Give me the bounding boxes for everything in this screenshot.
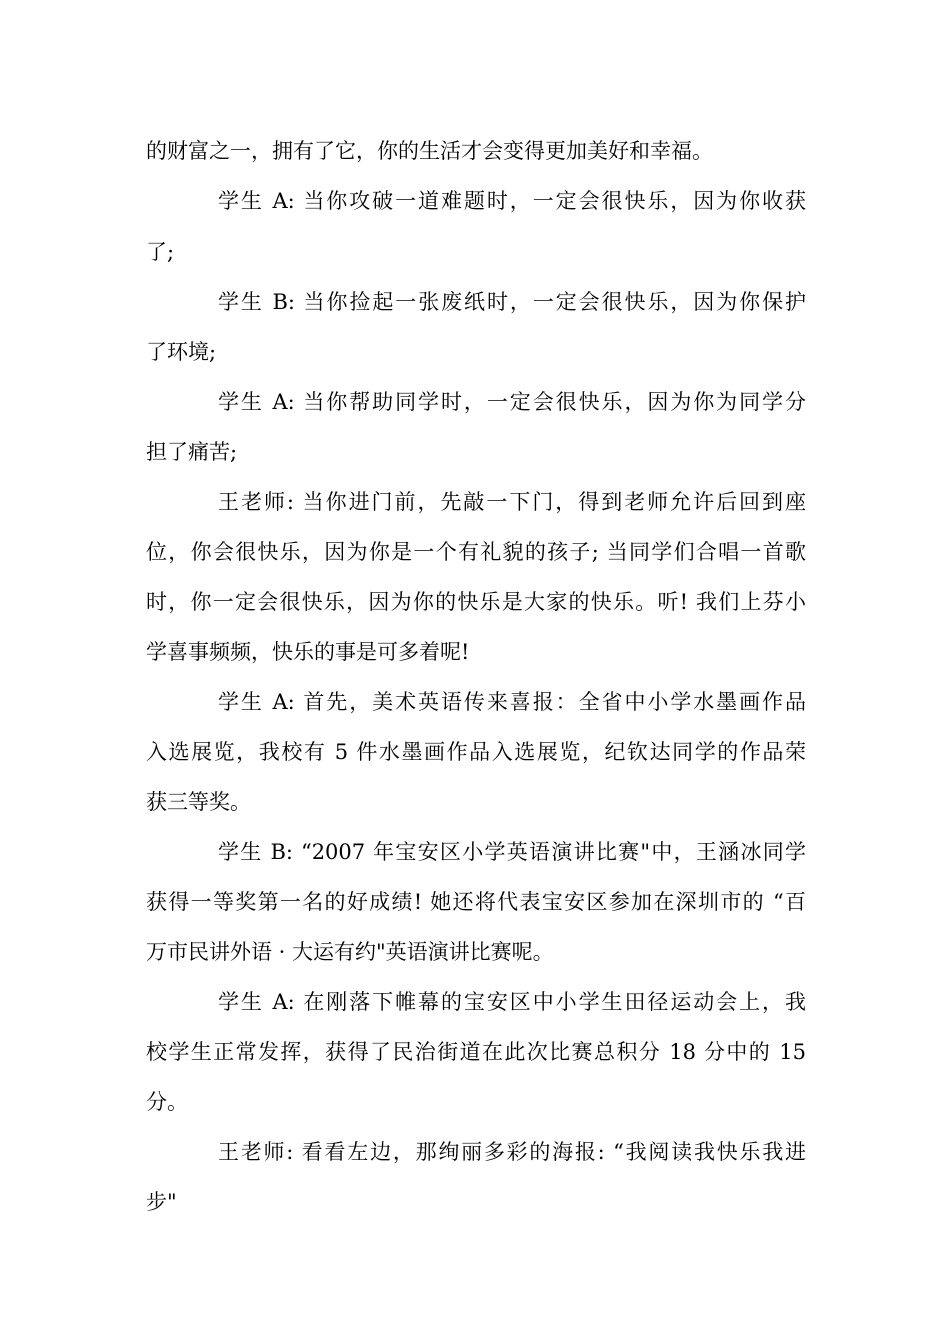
- text-line: 学生 A: 首先，美术英语传来喜报：全省中小学水墨画作品: [218, 690, 806, 714]
- text-line: 时，你一定会很快乐，因为你的快乐是大家的快乐。听! 我们上芬小: [146, 590, 806, 614]
- text-line: 万市民讲外语 · 大运有约"英语演讲比赛呢。: [146, 940, 554, 964]
- text-line: 了环境;: [146, 340, 217, 364]
- text-line: 王老师: 看看左边，那绚丽多彩的海报: “我阅读我快乐我进: [218, 1140, 806, 1164]
- text-line: 担了痛苦;: [146, 440, 238, 464]
- text-line: 学生 B: “2007 年宝安区小学英语演讲比赛"中，王涵冰同学: [218, 840, 806, 864]
- text-line: 获三等奖。: [146, 790, 251, 814]
- text-line: 学生 A: 当你帮助同学时，一定会很快乐，因为你为同学分: [218, 390, 806, 414]
- text-line: 位，你会很快乐，因为你是一个有礼貌的孩子; 当同学们合唱一首歌: [146, 540, 806, 564]
- text-line: 学生 B: 当你捡起一张废纸时，一定会很快乐，因为你保护: [218, 290, 806, 314]
- text-line: 学生 A: 在刚落下帷幕的宝安区中小学生田径运动会上，我: [218, 990, 806, 1014]
- text-line: 了;: [146, 240, 175, 264]
- text-line: 分。: [146, 1090, 188, 1114]
- text-line: 入选展览，我校有 5 件水墨画作品入选展览，纪钦达同学的作品荣: [146, 740, 806, 764]
- text-line: 的财富之一，拥有了它，你的生活才会变得更加美好和幸福。: [146, 139, 713, 163]
- text-line: 步": [146, 1190, 177, 1214]
- text-line: 获得一等奖第一名的好成绩! 她还将代表宝安区参加在深圳市的 “百: [146, 890, 806, 914]
- text-line: 学喜事频频，快乐的事是可多着呢!: [146, 640, 470, 664]
- text-line: 校学生正常发挥，获得了民治街道在此次比赛总积分 18 分中的 15: [146, 1040, 806, 1064]
- text-line: 学生 A: 当你攻破一道难题时，一定会很快乐，因为你收获: [218, 189, 806, 213]
- text-line: 王老师: 当你进门前，先敲一下门，得到老师允许后回到座: [218, 490, 806, 514]
